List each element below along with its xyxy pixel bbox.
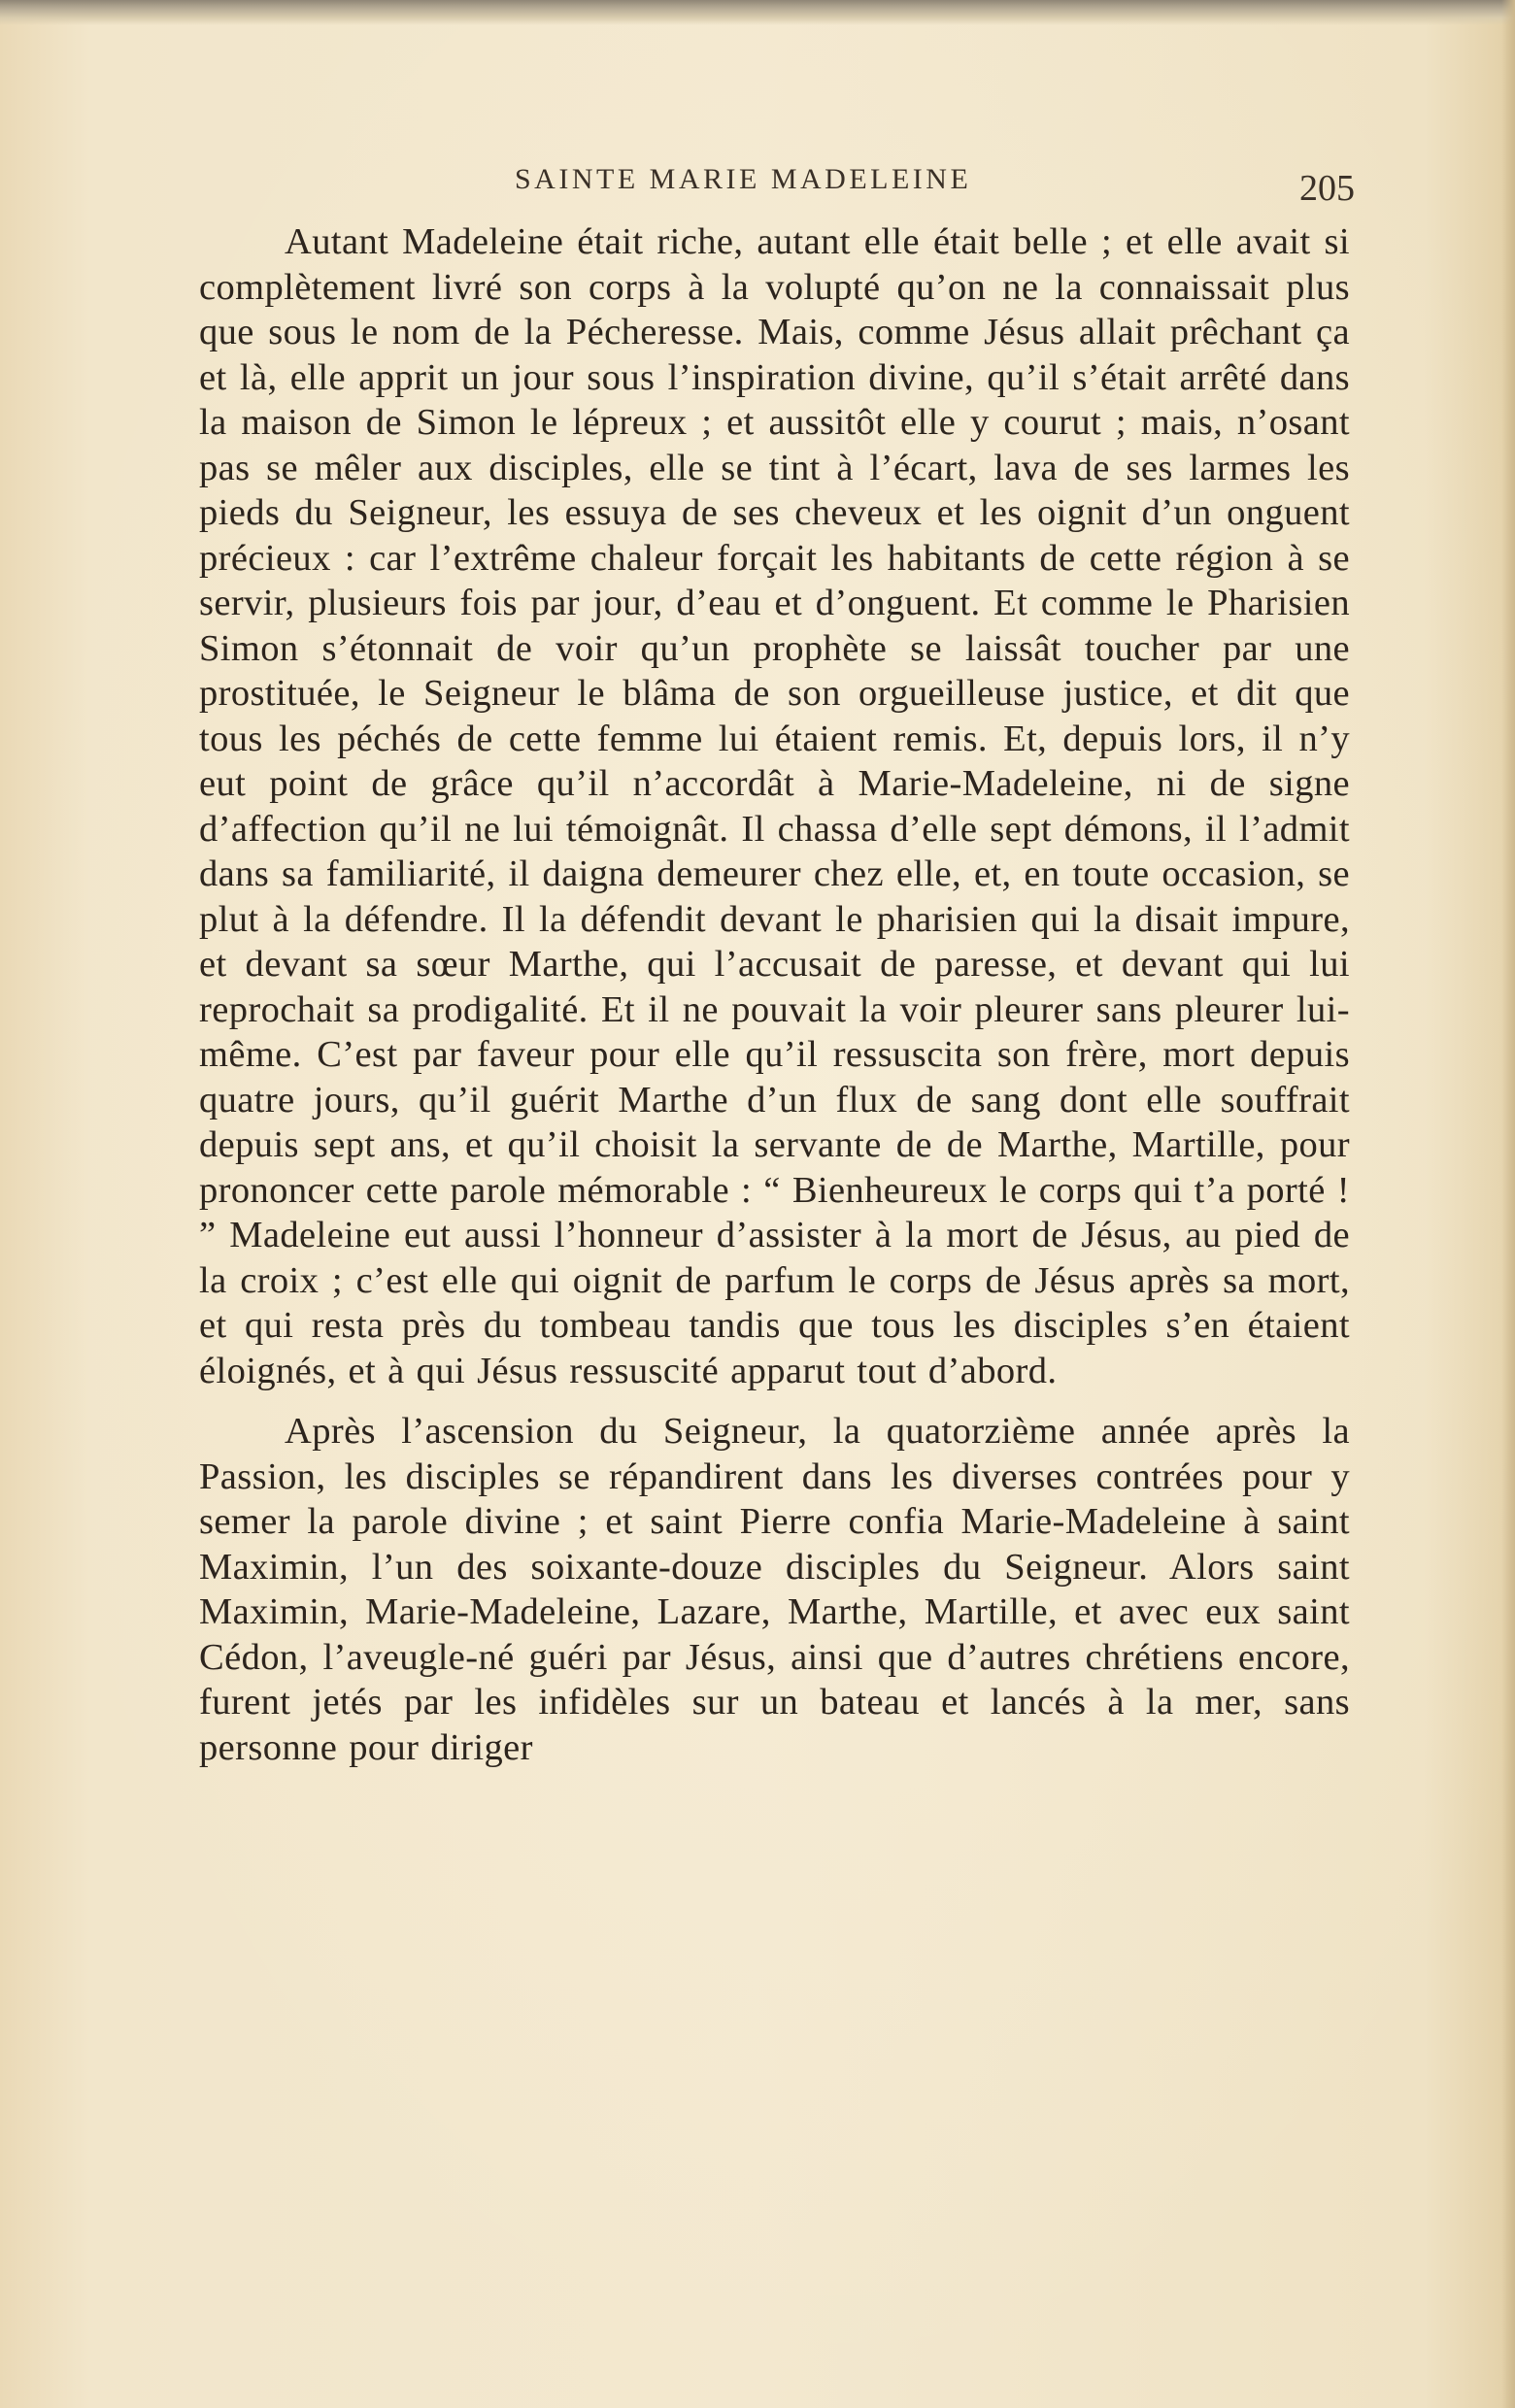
running-header (194, 159, 1355, 208)
running-title: SAINTE MARIE MADELEINE (515, 163, 972, 195)
body-text (199, 219, 1350, 1770)
paragraph-1: Autant Madeleine était riche, autant elle était belle ; et elle avait si complètement livré son corps à la volupté qu’on ne la connaissait plus que sous le nom de la Pécheresse. Mais, comme Jésus allait prêchant ça et là, elle apprit un jour sous l’inspiration divine, qu’il s’était arrêté dans la maison de Simon le lépreux ; et aussitôt elle y courut ; mais, n’osant pas se mêler aux disciples, elle se tint à l’écart, lava de ses larmes les pieds du Seigneur, les essuya de ses cheveux et les oignit d’un onguent précieux : car l’extrême chaleur forçait les habitants de cette région à se servir, plusieurs fois par jour, d’eau et d’onguent. Et comme le Pharisien Simon s’étonnait de voir qu’un prophète se laissât toucher par une prostituée, le Seigneur le blâma de son orgueilleuse justice, et dit que tous les péchés de cette femme lui étaient remis. Et, depuis lors, il n’y eut point de grâce qu’il n’accordât à Marie-Madeleine, ni de signe d’affection qu’il ne lui témoignât. Il chassa d’elle sept démons, il l’admit dans sa familiarité, il daigna demeurer chez elle, et, en toute occasion, se plut à la défendre. Il la défendit devant le pharisien qui la disait impure, et devant sa sœur Marthe, qui l’accusait de paresse, et devant qui lui reprochait sa prodigalité. Et il ne pouvait la voir pleurer sans pleurer lui-même. C’est par faveur pour elle qu’il ressuscita son frère, mort depuis quatre jours, qu’il guérit Marthe d’un flux de sang dont elle souffrait depuis sept ans, et qu’il choisit la servante de de Marthe, Martille, pour prononcer cette parole mémorable : “ Bienheureux le corps qui t’a porté ! ” Madeleine eut aussi l’honneur d’assister à la mort de Jésus, au pied de la croix ; c’est elle qui oignit de parfum le corps de Jésus après sa mort, et qui resta près du tombeau tandis que tous les disciples s’en étaient éloignés, et à qui Jésus ressuscité apparut tout d’abord. (199, 221, 1350, 1391)
page-number: 205 (1299, 168, 1355, 209)
page-right-edge-shadow (1501, 0, 1515, 2408)
page-top-edge-shadow (0, 0, 1515, 25)
paragraph-2: Après l’ascension du Seigneur, la quatorzième année après la Passion, les disciples se répandirent dans les diverses contrées pour y semer la parole divine ; et saint Pierre confia Marie-Madeleine à saint Maximin, l’un des soixante-douze disciples du Seigneur. Alors saint Maximin, Marie-Madeleine, Lazare, Marthe, Martille, et avec eux saint Cédon, l’aveugle-né guéri par Jésus, ainsi que d’autres chrétiens encore, furent jetés par les infidèles sur un bateau et lancés à la mer, sans personne pour diriger (199, 1411, 1350, 1768)
